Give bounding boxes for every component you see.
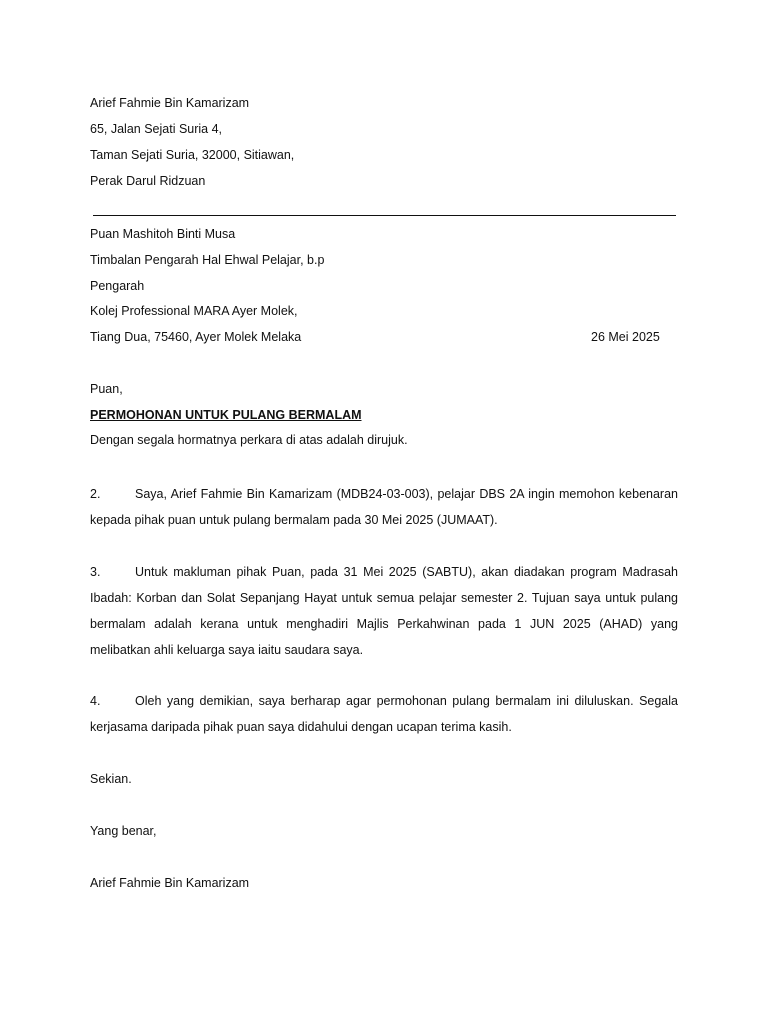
- paragraph-2: [90, 481, 678, 533]
- signoff: Yang benar,: [90, 824, 157, 838]
- sender-address-line1: 65, Jalan Sejati Suria 4,: [90, 122, 223, 136]
- recipient-address: Tiang Dua, 75460, Ayer Molek Melaka: [90, 330, 302, 344]
- paragraph-number: 3.: [90, 565, 101, 579]
- paragraph-text: Untuk makluman pihak Puan, pada 31 Mei 2025 (SABTU), akan diadakan program Madrasah Ibadah: Korban dan Solat Sepanjang Hayat untuk semua pelajar semester 2. Tujuan saya untuk pulang bermalam adalah kerana untuk menghadiri Majlis Perkahwinan pada 1 JUN 2025 (AHAD) yang melibatkan ahli keluarga saya iaitu saudara saya.: [90, 565, 678, 657]
- recipient-name: Puan Mashitoh Binti Musa: [90, 227, 236, 241]
- recipient-institution: Kolej Professional MARA Ayer Molek,: [90, 304, 298, 318]
- header-divider: [93, 215, 676, 216]
- signature-name: Arief Fahmie Bin Kamarizam: [90, 876, 250, 890]
- salutation: Puan,: [90, 382, 123, 396]
- sender-address-line3: Perak Darul Ridzuan: [90, 174, 206, 188]
- recipient-title: Timbalan Pengarah Hal Ehwal Pelajar, b.p: [90, 253, 325, 267]
- paragraph-number: 2.: [90, 487, 101, 501]
- closing: Sekian.: [90, 772, 132, 786]
- sender-name: Arief Fahmie Bin Kamarizam: [90, 96, 250, 110]
- reference-line: Dengan segala hormatnya perkara di atas adalah dirujuk.: [90, 433, 408, 447]
- subject-heading: PERMOHONAN UNTUK PULANG BERMALAM: [90, 408, 362, 422]
- paragraph-4: [90, 688, 678, 740]
- paragraph-number: 4.: [90, 694, 101, 708]
- paragraph-3: [90, 559, 678, 663]
- recipient-role: Pengarah: [90, 279, 145, 293]
- paragraph-text: Oleh yang demikian, saya berharap agar permohonan pulang bermalam ini diluluskan. Segala kerjasama daripada pihak puan saya didahului dengan ucapan terima kasih.: [90, 694, 678, 734]
- paragraph-text: Saya, Arief Fahmie Bin Kamarizam (MDB24-03-003), pelajar DBS 2A ingin memohon kebenaran kepada pihak puan untuk pulang bermalam pada 30 Mei 2025 (JUMAAT).: [90, 487, 678, 527]
- letter-date: 26 Mei 2025: [591, 330, 660, 344]
- sender-address-line2: Taman Sejati Suria, 32000, Sitiawan,: [90, 148, 295, 162]
